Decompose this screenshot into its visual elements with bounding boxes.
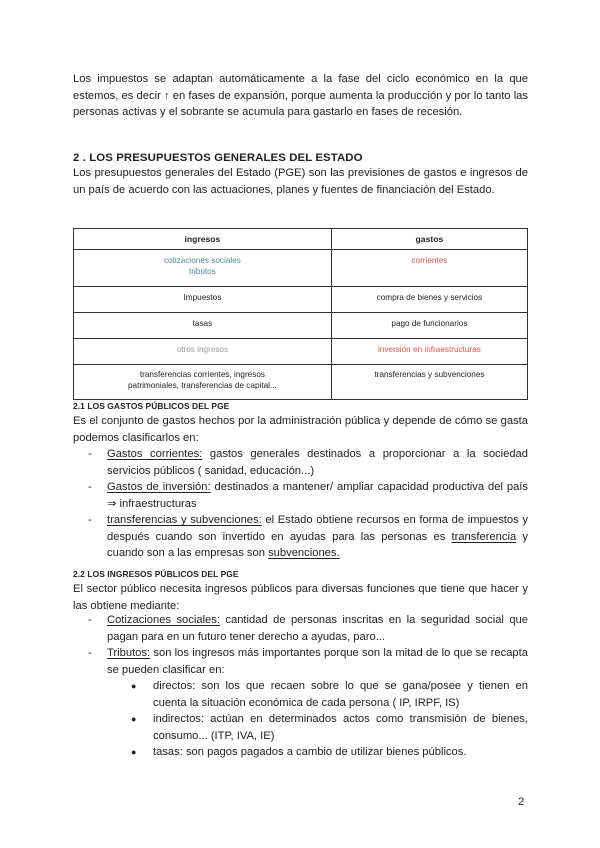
term: transferencia: [451, 530, 517, 543]
cell-ingresos: Impuestos: [74, 287, 332, 313]
section-2-2-paragraph: El sector público necesita ingresos públicos para diversas funciones que tiene que hacer y las obtiene mediante:: [73, 583, 528, 612]
bullet-icon: ●: [131, 681, 137, 691]
term: Tributos:: [107, 647, 151, 659]
term: subvenciones.: [268, 547, 340, 559]
cell-gastos: transferencias y subvenciones: [331, 365, 527, 400]
item-text: directos: son los que recaen sobre lo que se gana/posee y tienen en cuenta la situación económica de cada persona ( IP, IRPF, IS): [153, 680, 528, 709]
item-text: destinados a mantener/ ampliar capacidad productiva del país ⇒ infraestructuras: [107, 481, 529, 510]
item-text: gastos generales destinados a proporcionar a la sociedad servicios públicos ( sanidad, educación...): [107, 448, 529, 477]
cell-ingresos: tasas: [74, 313, 332, 339]
table-row: [74, 250, 528, 287]
dash-marker: -: [88, 614, 92, 626]
gastos-list: [73, 446, 528, 562]
dash-marker: -: [88, 647, 92, 659]
list-item: [73, 479, 528, 512]
bullet-icon: ●: [131, 747, 137, 757]
sublist-item: [107, 744, 528, 761]
item-text: son los ingresos más importantes porque son la mitad de lo que se recapta se pueden clasificar en:: [107, 647, 528, 676]
intro-paragraph: Los impuestos se adaptan automáticamente a la fase del ciclo económico en la que estemos, es decir ↑ en fases de expansión, porque aumenta la producción y por lo tanto las personas activas y el sobrante se acumula para gastarlo en fases de recesión.: [73, 73, 528, 118]
dash-marker: -: [88, 481, 92, 493]
section-2-heading: 2 . LOS PRESUPUESTOS GENERALES DEL ESTADO: [73, 152, 363, 164]
cell-text: transferencias corrientes, ingresos: [139, 370, 265, 379]
cell-gastos: pago de funcionarios: [331, 313, 527, 339]
cell-gastos: inversión en infraestructuras: [331, 339, 527, 365]
section-2-1-heading: 2.1 LOS GASTOS PÚBLICOS DEL PGE: [73, 401, 230, 411]
cell-ingresos: [74, 365, 332, 400]
cell-gastos: corrientes: [331, 250, 527, 287]
tributos-sublist: [107, 678, 528, 761]
item-text: el Estado obtiene recursos en forma de impuestos y después cuando son invertido en ayudas para las personas es: [107, 514, 528, 543]
dash-marker: -: [88, 514, 92, 526]
term: Gastos corrientes:: [107, 448, 203, 460]
cell-gastos: compra de bienes y servicios: [331, 287, 527, 313]
section-2-2-heading: 2.2 LOS INGRESOS PÚBLICOS DEL PGE: [73, 569, 239, 579]
ingresos-list: [73, 612, 528, 761]
term: transferencias y subvenciones:: [107, 514, 262, 526]
item-text: cantidad de personas inscritas en la seguridad social que pagan para en un futuro tener derecho a ayudas, paro...: [107, 614, 528, 643]
item-text: tasas: son pagos pagados a cambio de utilizar bienes públicos.: [153, 746, 467, 758]
item-text: indirectos: actúan en determinados actos como transmisión de bienes, consumo... (ITP, IVA, IE): [153, 713, 528, 742]
term: Gastos de inversión:: [107, 481, 211, 493]
table-header-row: [74, 229, 528, 250]
table-row: [74, 339, 528, 365]
table-row: [74, 287, 528, 313]
list-item: [73, 645, 528, 761]
item-text: y cuando son a las empresas son: [107, 530, 528, 559]
cell-text: cotizaciones sociales: [163, 256, 241, 265]
sublist-item: [107, 711, 528, 744]
cell-text: tributos: [188, 267, 216, 276]
budget-table: [73, 228, 528, 400]
cell-ingresos: [74, 250, 332, 287]
section-2-1-paragraph: Es el conjunto de gastos hechos por la administración pública y depende de cómo se gasta podemos clasificarlos en:: [73, 415, 528, 444]
header-gastos: gastos: [331, 229, 527, 250]
cell-text: patrimoniales, transferencias de capital...: [127, 381, 277, 390]
header-ingresos: ingresos: [74, 229, 332, 250]
cell-ingresos: otros ingresos: [74, 339, 332, 365]
sublist-item: [107, 678, 528, 711]
table-row: [74, 365, 528, 400]
term: Cotizaciones sociales:: [107, 614, 220, 626]
section-2-paragraph: Los presupuestos generales del Estado (PGE) son las previsiones de gastos e ingresos de un país de acuerdo con las actuaciones, planes y fuentes de financiación del Estado.: [73, 167, 528, 196]
list-item: [73, 512, 528, 562]
list-item: [73, 446, 528, 479]
bullet-icon: ●: [131, 714, 137, 724]
list-item: [73, 612, 528, 645]
dash-marker: -: [88, 448, 92, 460]
page-number: 2: [518, 796, 525, 808]
table-row: [74, 313, 528, 339]
